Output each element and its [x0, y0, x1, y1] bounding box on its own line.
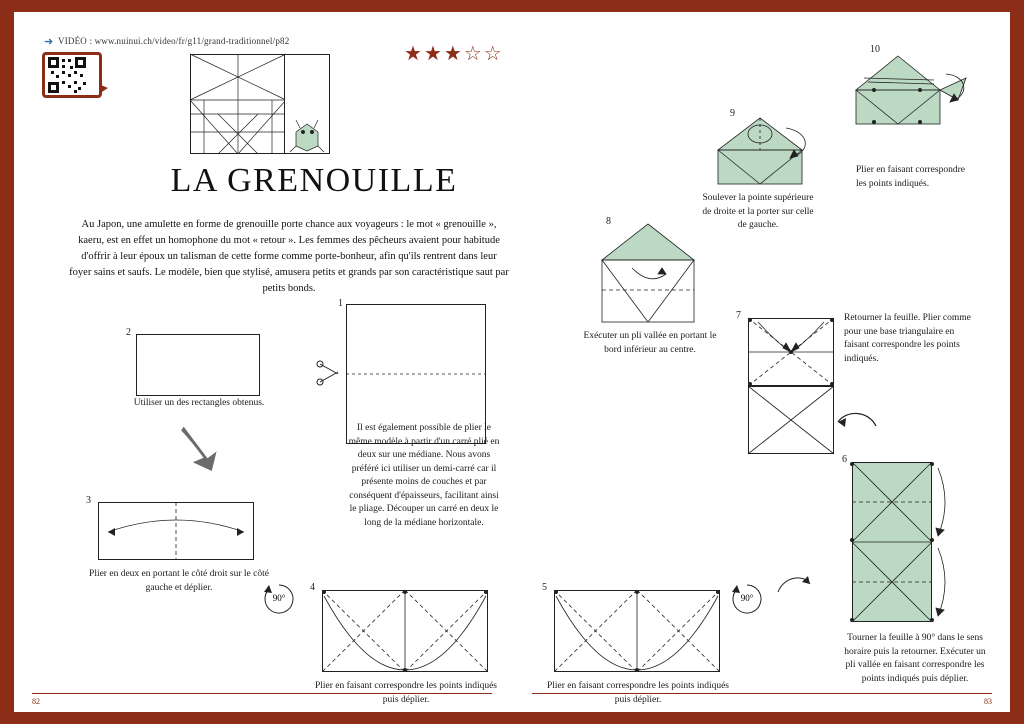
step-caption-3: Plier en deux en portant le côté droit sur le côté gauche et déplier. [89, 569, 269, 593]
step-number-3: 3 [86, 495, 91, 506]
difficulty-rating [404, 44, 504, 64]
star-empty-icon: ☆ [463, 43, 484, 65]
video-url-label: VIDÉO : www.nuinui.ch/video/fr/g11/grand-traditionnel/p82 [58, 36, 290, 46]
rotate-badge-label: 90° [740, 593, 754, 603]
step-caption-9: Soulever la pointe supérieure de droite et la porter sur celle de gauche. [702, 193, 814, 230]
step-number-4: 4 [310, 582, 315, 593]
footer-rule-left [32, 693, 492, 694]
step-caption-2: Utiliser un des rectangles obtenus. [133, 398, 265, 408]
step-caption-4: Plier en faisant correspondre les points indiqués puis déplier. [314, 681, 498, 705]
step-number-7: 7 [736, 310, 741, 321]
step-caption-1: Il est également possible de plier le même modèle à partir d'un carré plié en deux sur une médiane. Nous avons préféré ici utiliser un demi-carré car il présente moins de couches et par conséquent d'épaisseurs, facilitant ainsi le pliage. Découper un carré en deux le long de la médiane horizontale. [348, 423, 500, 528]
step-caption-6: Tourner la feuille à 90° dans le sens horaire puis la retourner. Exécuter un pli vallée en faisant correspondre les points indiqués puis déplier. [844, 633, 986, 684]
star-filled-icon: ★ [423, 43, 444, 65]
page-number-right: 83 [984, 697, 992, 706]
page-title: LA GRENOUILLE [170, 162, 458, 199]
star-empty-icon: ☆ [483, 43, 504, 65]
page-number-left: 82 [32, 697, 40, 706]
intro-paragraph: Au Japon, une amulette en forme de grenouille porte chance aux voyageurs : le mot « grenouille », kaeru, est en effet un homophone du mot « retour ». Les femmes des pêcheurs avaient pour habitude d'offrir à leur époux un talisman de cette forme comme porte-bonheur, afin qu'ils rentrent dans leur foyer sains et saufs. Le modèle, bien que stylisé, amusera petits et grands par son caractéristique saut par petits bonds. [69, 219, 509, 294]
footer-rule-right [532, 693, 992, 694]
step-number-2: 2 [126, 327, 131, 338]
step-number-10: 10 [870, 44, 880, 55]
step-caption-5: Plier en faisant correspondre les points indiqués puis déplier. [546, 681, 730, 705]
star-filled-icon: ★ [443, 43, 464, 65]
arrow-right-icon: ➜ [44, 36, 54, 48]
step-number-9: 9 [730, 108, 735, 119]
step-number-1: 1 [338, 298, 343, 309]
step-number-8: 8 [606, 216, 611, 227]
step-number-5: 5 [542, 582, 547, 593]
step-caption-7: Retourner la feuille. Plier comme pour une base triangulaire en faisant correspondre les points indiqués. [844, 313, 971, 364]
star-filled-icon: ★ [404, 43, 424, 65]
step-caption-8: Exécuter un pli vallée en portant le bord inférieur au centre. [583, 331, 717, 355]
step-caption-10: Plier en faisant correspondre les points indiqués. [856, 165, 965, 189]
book-spread [14, 12, 1010, 712]
rotate-badge-label: 90° [272, 593, 286, 603]
step-number-6: 6 [842, 454, 847, 465]
qr-code-icon [42, 52, 112, 104]
